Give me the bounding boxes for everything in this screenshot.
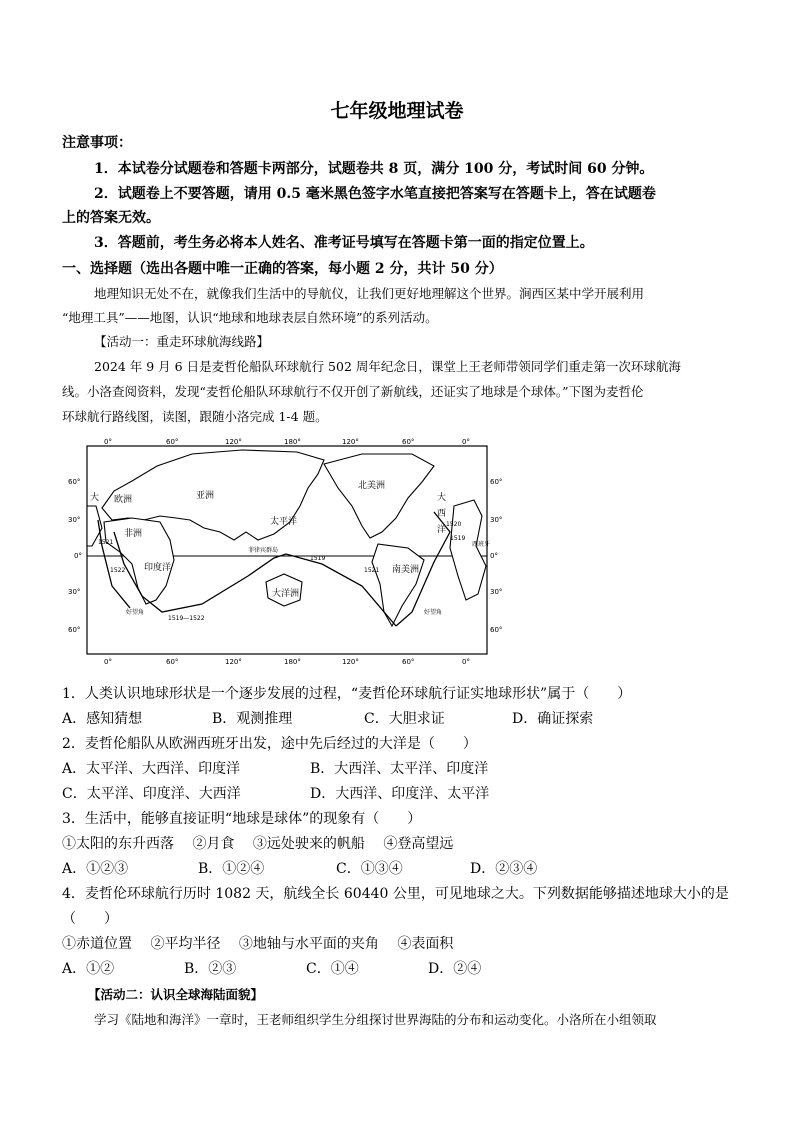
map-lon-top-7: 0°: [462, 438, 470, 446]
map-year-7: 1519: [450, 535, 466, 542]
q2-option-d[interactable]: D．大西洋、印度洋、太平洋: [310, 786, 490, 802]
map-year-6: 1519—1522: [168, 615, 205, 622]
map-lat-right-4: 30°: [490, 588, 503, 596]
intro-line-1: 地理知识无处不在，就像我们生活中的导航仪，让我们更好地理解这个世界。涧西区某中学开展利用: [94, 286, 645, 301]
notice-item-1: 1．本试卷分试题卷和答题卡两部分，试题卷共 8 页，满分 100 分，考试时间 60 分钟。: [94, 161, 654, 177]
map-year-3: 1521: [98, 539, 114, 546]
q1-option-d[interactable]: D．确证探索: [512, 711, 594, 727]
map-lat-right-2: 30°: [490, 516, 503, 524]
map-label-pacific: 太平洋: [270, 517, 298, 527]
map-label-asia: 亚洲: [196, 491, 215, 501]
intro-line-2: “地理工具”——地图，认识“地球和地球表层自然环境”的系列活动。: [62, 310, 438, 325]
map-label-da-left: 大: [90, 493, 100, 503]
activity-1-line-1: 2024 年 9 月 6 日是麦哲伦船队环球航行 502 周年纪念日，课堂上王老师带领同学们重走第一次环球航海: [94, 359, 681, 374]
map-label-cape-2: 好望角: [424, 609, 443, 616]
map-year-1: 1519: [310, 555, 326, 562]
map-lon-top-2: 60°: [166, 438, 179, 446]
map-lon-top-3: 120°: [225, 438, 242, 446]
map-label-philippines: 菲律宾群岛: [248, 547, 279, 554]
map-lat-right-3: 0°: [490, 552, 498, 560]
map-lon-top-6: 60°: [402, 438, 415, 446]
q3-option-d[interactable]: D．②③④: [470, 861, 538, 877]
q1-stem: 1．人类认识地球形状是一个逐步发展的过程，“麦哲伦环球航行证实地球形状”属于（ ）: [62, 686, 632, 702]
q3-items: ①太阳的东升西落 ②月食 ③远处驶来的帆船 ④登高望远: [62, 836, 454, 852]
map-lat-left-4: 30°: [68, 588, 81, 596]
map-lat-left-5: 60°: [68, 626, 81, 634]
map-lon-bottom-7: 0°: [462, 658, 470, 666]
magellan-route-map: [62, 436, 512, 668]
q2-option-c[interactable]: C．太平洋、印度洋、大西洋: [62, 786, 241, 802]
activity-1-line-2: 线。小洛查阅资料，发现“麦哲伦船队环球航行不仅开创了新航线，还证实了地球是个球体。”下图为麦哲伦: [62, 384, 644, 399]
q4-items: ①赤道位置 ②平均半径 ③地轴与水平面的夹角 ④表面积: [62, 936, 454, 952]
map-year-2: 1520: [446, 521, 462, 528]
map-lat-left-3: 0°: [74, 552, 82, 560]
notice-item-3: 3．答题前，考生务必将本人姓名、准考证号填写在答题卡第一面的指定位置上。: [94, 235, 594, 251]
map-label-cape: 好望角: [126, 609, 145, 616]
activity-2-heading: 【活动二：认识全球海陆面貌】: [88, 987, 264, 1002]
q2-stem: 2．麦哲伦船队从欧洲西班牙出发，途中先后经过的大洋是（ ）: [62, 736, 477, 752]
q1-option-b[interactable]: B．观测推理: [212, 711, 293, 727]
map-lon-bottom-3: 120°: [225, 658, 242, 666]
map-lon-top-5: 120°: [342, 438, 359, 446]
activity-1-line-3: 环球航行路线图，读图，跟随小洛完成 1-4 题。: [62, 409, 328, 424]
map-label-europe: 欧洲: [114, 495, 133, 505]
map-label-north-america: 北美洲: [358, 481, 386, 491]
q3-option-c[interactable]: C．①③④: [336, 861, 403, 877]
q4-bracket: （ ）: [62, 911, 118, 927]
map-lon-bottom-6: 60°: [402, 658, 415, 666]
map-lon-bottom-5: 120°: [342, 658, 359, 666]
map-label-atlantic-1: 大: [437, 493, 447, 503]
map-lon-bottom-1: 0°: [104, 658, 112, 666]
map-label-atlantic-2: 西: [437, 509, 447, 519]
map-year-5: 1521: [364, 567, 380, 574]
section-heading: 一、选择题（选出各题中唯一正确的答案，每小题 2 分，共计 50 分）: [62, 261, 503, 277]
q4-option-b[interactable]: B．②③: [184, 961, 237, 977]
q2-option-b[interactable]: B．大西洋、太平洋、印度洋: [310, 761, 489, 777]
map-label-indian: 印度洋: [144, 563, 172, 573]
q4-option-a[interactable]: A．①②: [62, 961, 115, 977]
map-year-4: 1522: [110, 567, 126, 574]
q1-option-c[interactable]: C．大胆求证: [364, 711, 445, 727]
map-lon-top-4: 180°: [284, 438, 301, 446]
notice-item-2-cont: 上的答案无效。: [62, 210, 160, 226]
map-label-africa: 非洲: [124, 529, 143, 539]
q3-stem: 3．生活中，能够直接证明“地球是球体”的现象有（ ）: [62, 811, 422, 827]
q4-option-d[interactable]: D．②④: [428, 961, 482, 977]
q1-option-a[interactable]: A．感知猜想: [62, 711, 143, 727]
map-lat-left-1: 60°: [68, 478, 81, 486]
page-title: 七年级地理试卷: [330, 100, 464, 122]
q2-option-a[interactable]: A．太平洋、大西洋、印度洋: [62, 761, 241, 777]
activity-1-heading: 【活动一：重走环球航海线路】: [94, 334, 270, 349]
activity-2-line-1: 学习《陆地和海洋》一章时，王老师组织学生分组探讨世界海陆的分布和运动变化。小洛所在小组领取: [94, 1012, 657, 1027]
notice-heading: 注意事项：: [62, 135, 132, 151]
q4-stem: 4．麦哲伦环球航行历时 1082 天，航线全长 60440 公里，可见地球之大。下列数据能够描述地球大小的是: [62, 886, 729, 902]
q4-option-c[interactable]: C．①④: [306, 961, 359, 977]
map-label-spain: 西班牙: [472, 541, 491, 548]
map-lat-left-2: 30°: [68, 516, 81, 524]
map-label-oceania: 大洋洲: [272, 589, 300, 599]
map-lon-bottom-2: 60°: [166, 658, 179, 666]
map-lon-top-1: 0°: [104, 438, 112, 446]
map-lat-right-5: 60°: [490, 626, 503, 634]
map-label-south-america: 南美洲: [392, 565, 420, 575]
map-label-atlantic-3: 洋: [437, 525, 447, 535]
map-lon-bottom-4: 180°: [284, 658, 301, 666]
q3-option-a[interactable]: A．①②③: [62, 861, 129, 877]
map-lat-right-1: 60°: [490, 478, 503, 486]
notice-item-2: 2．试题卷上不要答题，请用 0.5 毫米黑色签字水笔直接把答案写在答题卡上，答在试题卷: [94, 186, 656, 202]
q3-option-b[interactable]: B．①②④: [198, 861, 265, 877]
